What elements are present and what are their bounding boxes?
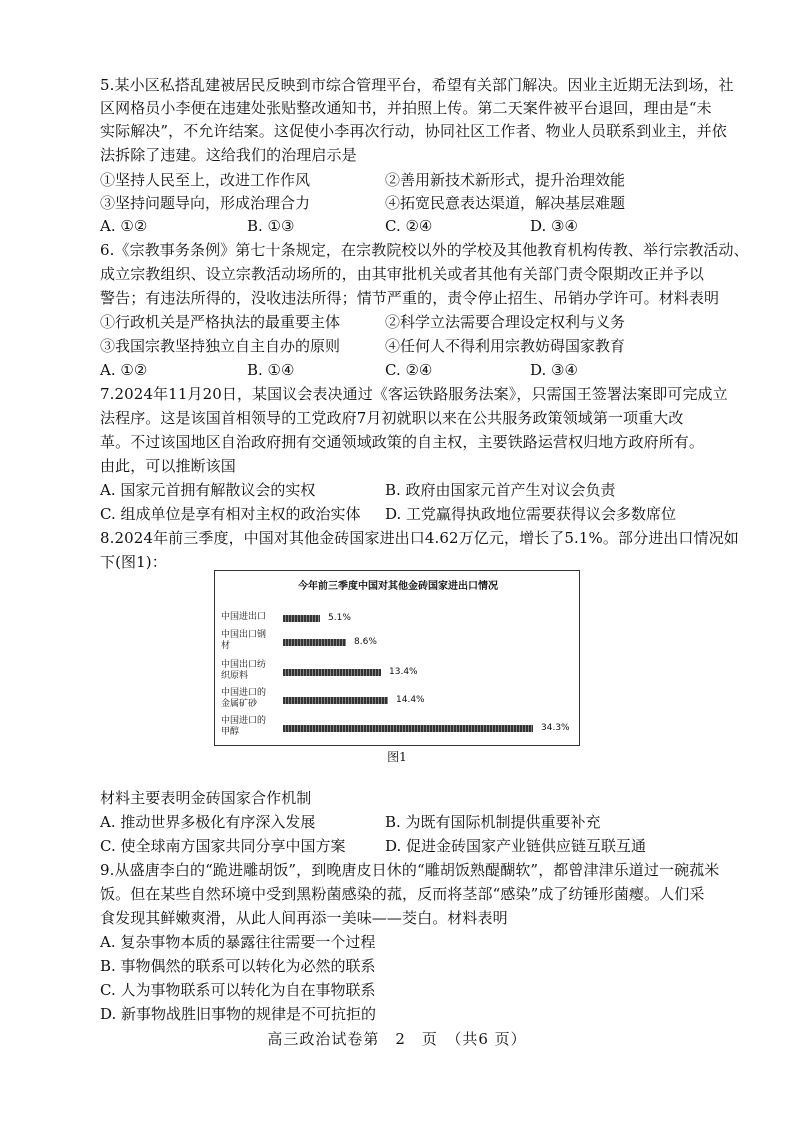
q8-option-b: B. 为既有国际机制提供重要补充	[385, 813, 601, 831]
chart-title: 今年前三季度中国对其他金砖国家进出口情况	[298, 581, 498, 592]
q8-option-a: A. 推动世界多极化有序深入发展	[100, 813, 316, 831]
page-footer: 高三政治试卷第 2 页 （共6 页）	[267, 1030, 527, 1048]
q6-statement-4: ④任何人不得利用宗教妨碍国家教育	[385, 337, 626, 355]
q9-option-b: B. 事物偶然的联系可以转化为必然的联系	[100, 957, 376, 975]
chart-bar	[283, 697, 388, 704]
q8-line: 8.2024年前三季度，中国对其他金砖国家进出口4.62万亿元，增长了5.1%。部分进出口情况如	[100, 529, 739, 547]
q9-line: 饭。但在某些自然环境中受到黑粉菌感染的菰，反而将茎部“感染”成了纺锤形菌瘿。人们采	[100, 885, 705, 903]
chart-bar	[283, 725, 533, 732]
q6-line: 6.《宗教事务条例》第七十条规定，在宗教院校以外的学校及其他教育机构传教、举行宗教活动、	[100, 241, 749, 259]
q5-line: 5.某小区私搭乱建被居民反映到市综合管理平台，希望有关部门解决。因业主近期无法到场，社	[100, 76, 734, 94]
q7-line: 革。不过该国地区自治政府拥有交通领域政策的自主权，主要铁路运营权归地方政府所有。	[100, 433, 705, 451]
chart-bar	[283, 615, 320, 622]
chart-value-label: 8.6%	[354, 637, 377, 647]
q6-option-d: D. ③④	[530, 361, 578, 379]
q6-statement-2: ②科学立法需要合理设定权利与义务	[385, 313, 626, 331]
chart-bar	[283, 669, 381, 676]
q9-option-a: A. 复杂事物本质的暴露往往需要一个过程	[100, 933, 376, 951]
q5-statement-2: ②善用新技术新形式，提升治理效能	[385, 171, 626, 189]
q8-option-d: D. 促进金砖国家产业链供应链互联互通	[385, 837, 647, 855]
q5-option-c: C. ②④	[385, 217, 433, 235]
q7-line: 法程序。这是该国首相领导的工党政府7月初就职以来在公共服务政策领域第一项重大改	[100, 409, 684, 427]
q5-option-d: D. ③④	[530, 217, 578, 235]
chart-category-label-line: 中国出口纺	[221, 660, 267, 670]
q5-statement-1: ①坚持人民至上，改进工作作风	[100, 171, 311, 189]
q5-line: 区网格员小李便在违建处张贴整改通知书，并拍照上传。第二天案件被平台退回，理由是“未	[100, 99, 712, 117]
q5-option-b: B. ①③	[247, 217, 295, 235]
q7-option-c: C. 组成单位是享有相对主权的政治实体	[100, 505, 361, 523]
q7-option-a: A. 国家元首拥有解散议会的实权	[100, 481, 316, 499]
q5-line: 实际解决”，不允许结案。这促使小李再次行动，协同社区工作者、物业人员联系到业主，并依	[100, 122, 727, 140]
chart-category-label	[221, 660, 281, 682]
chart-bar	[283, 639, 346, 646]
q8-question-stem: 材料主要表明金砖国家合作机制	[100, 789, 312, 807]
chart-category-label-line: 材	[221, 641, 231, 651]
chart-category-label-line: 中国进口的	[221, 688, 267, 698]
chart-category-label	[221, 612, 281, 623]
chart-category-label	[221, 630, 281, 652]
chart-category-label-line: 中国进出口	[221, 612, 267, 622]
q7-option-d: D. 工党赢得执政地位需要获得议会多数席位	[385, 505, 677, 523]
q9-option-d: D. 新事物战胜旧事物的规律是不可抗拒的	[100, 1005, 377, 1023]
q5-statement-3: ③坚持问题导向，形成治理合力	[100, 194, 311, 212]
figure-1-chart	[214, 570, 580, 746]
q6-option-a: A. ①②	[100, 361, 148, 379]
q6-statement-1: ①行政机关是严格执法的最重要主体	[100, 313, 341, 331]
chart-value-label: 13.4%	[389, 667, 418, 677]
chart-category-label-line: 金属矿砂	[221, 699, 258, 709]
chart-category-label-line: 中国进口的	[221, 716, 267, 726]
q7-line: 7.2024年11月20日，某国议会表决通过《客运铁路服务法案》，只需国王签署法案即可完成立	[100, 385, 728, 403]
chart-category-label-line: 织原料	[221, 671, 249, 681]
q7-line: 由此，可以推断该国	[100, 457, 236, 475]
q6-option-c: C. ②④	[385, 361, 433, 379]
q5-line: 法拆除了违建。这给我们的治理启示是	[100, 146, 357, 164]
chart-value-label: 14.4%	[396, 695, 425, 705]
chart-value-label: 34.3%	[541, 723, 570, 733]
q5-option-a: A. ①②	[100, 217, 148, 235]
q9-line: 食发现其鲜嫩爽滑，从此人间再添一美味——茭白。材料表明	[100, 909, 508, 927]
q6-line: 成立宗教组织、设立宗教活动场所的，由其审批机关或者其他有关部门责令限期改正并予以	[100, 265, 705, 283]
q8-line: 下(图1)：	[100, 553, 167, 571]
chart-value-label: 5.1%	[328, 613, 351, 623]
chart-category-label	[221, 716, 281, 738]
q7-option-b: B. 政府由国家元首产生对议会负责	[385, 481, 616, 499]
q6-line: 警告；有违法所得的，没收违法所得；情节严重的，责令停止招生、吊销办学许可。材料表明	[100, 289, 720, 307]
q6-option-b: B. ①④	[247, 361, 295, 379]
q9-option-c: C. 人为事物联系可以转化为自在事物联系	[100, 981, 376, 999]
q9-line: 9.从盛唐李白的“跪进雕胡饭”，到晚唐皮日休的“雕胡饭熟醍醐软”，都曾津津乐道过一碗菰米	[100, 861, 720, 879]
q8-option-c: C. 使全球南方国家共同分享中国方案	[100, 837, 346, 855]
q5-statement-4: ④拓宽民意表达渠道，解决基层难题	[385, 194, 626, 212]
chart-category-label-line: 中国出口钢	[221, 630, 267, 640]
q6-statement-3: ③我国宗教坚持独立自主自办的原则	[100, 337, 341, 355]
figure-caption: 图1	[387, 750, 407, 764]
chart-category-label	[221, 688, 281, 710]
chart-category-label-line: 甲醇	[221, 727, 240, 737]
